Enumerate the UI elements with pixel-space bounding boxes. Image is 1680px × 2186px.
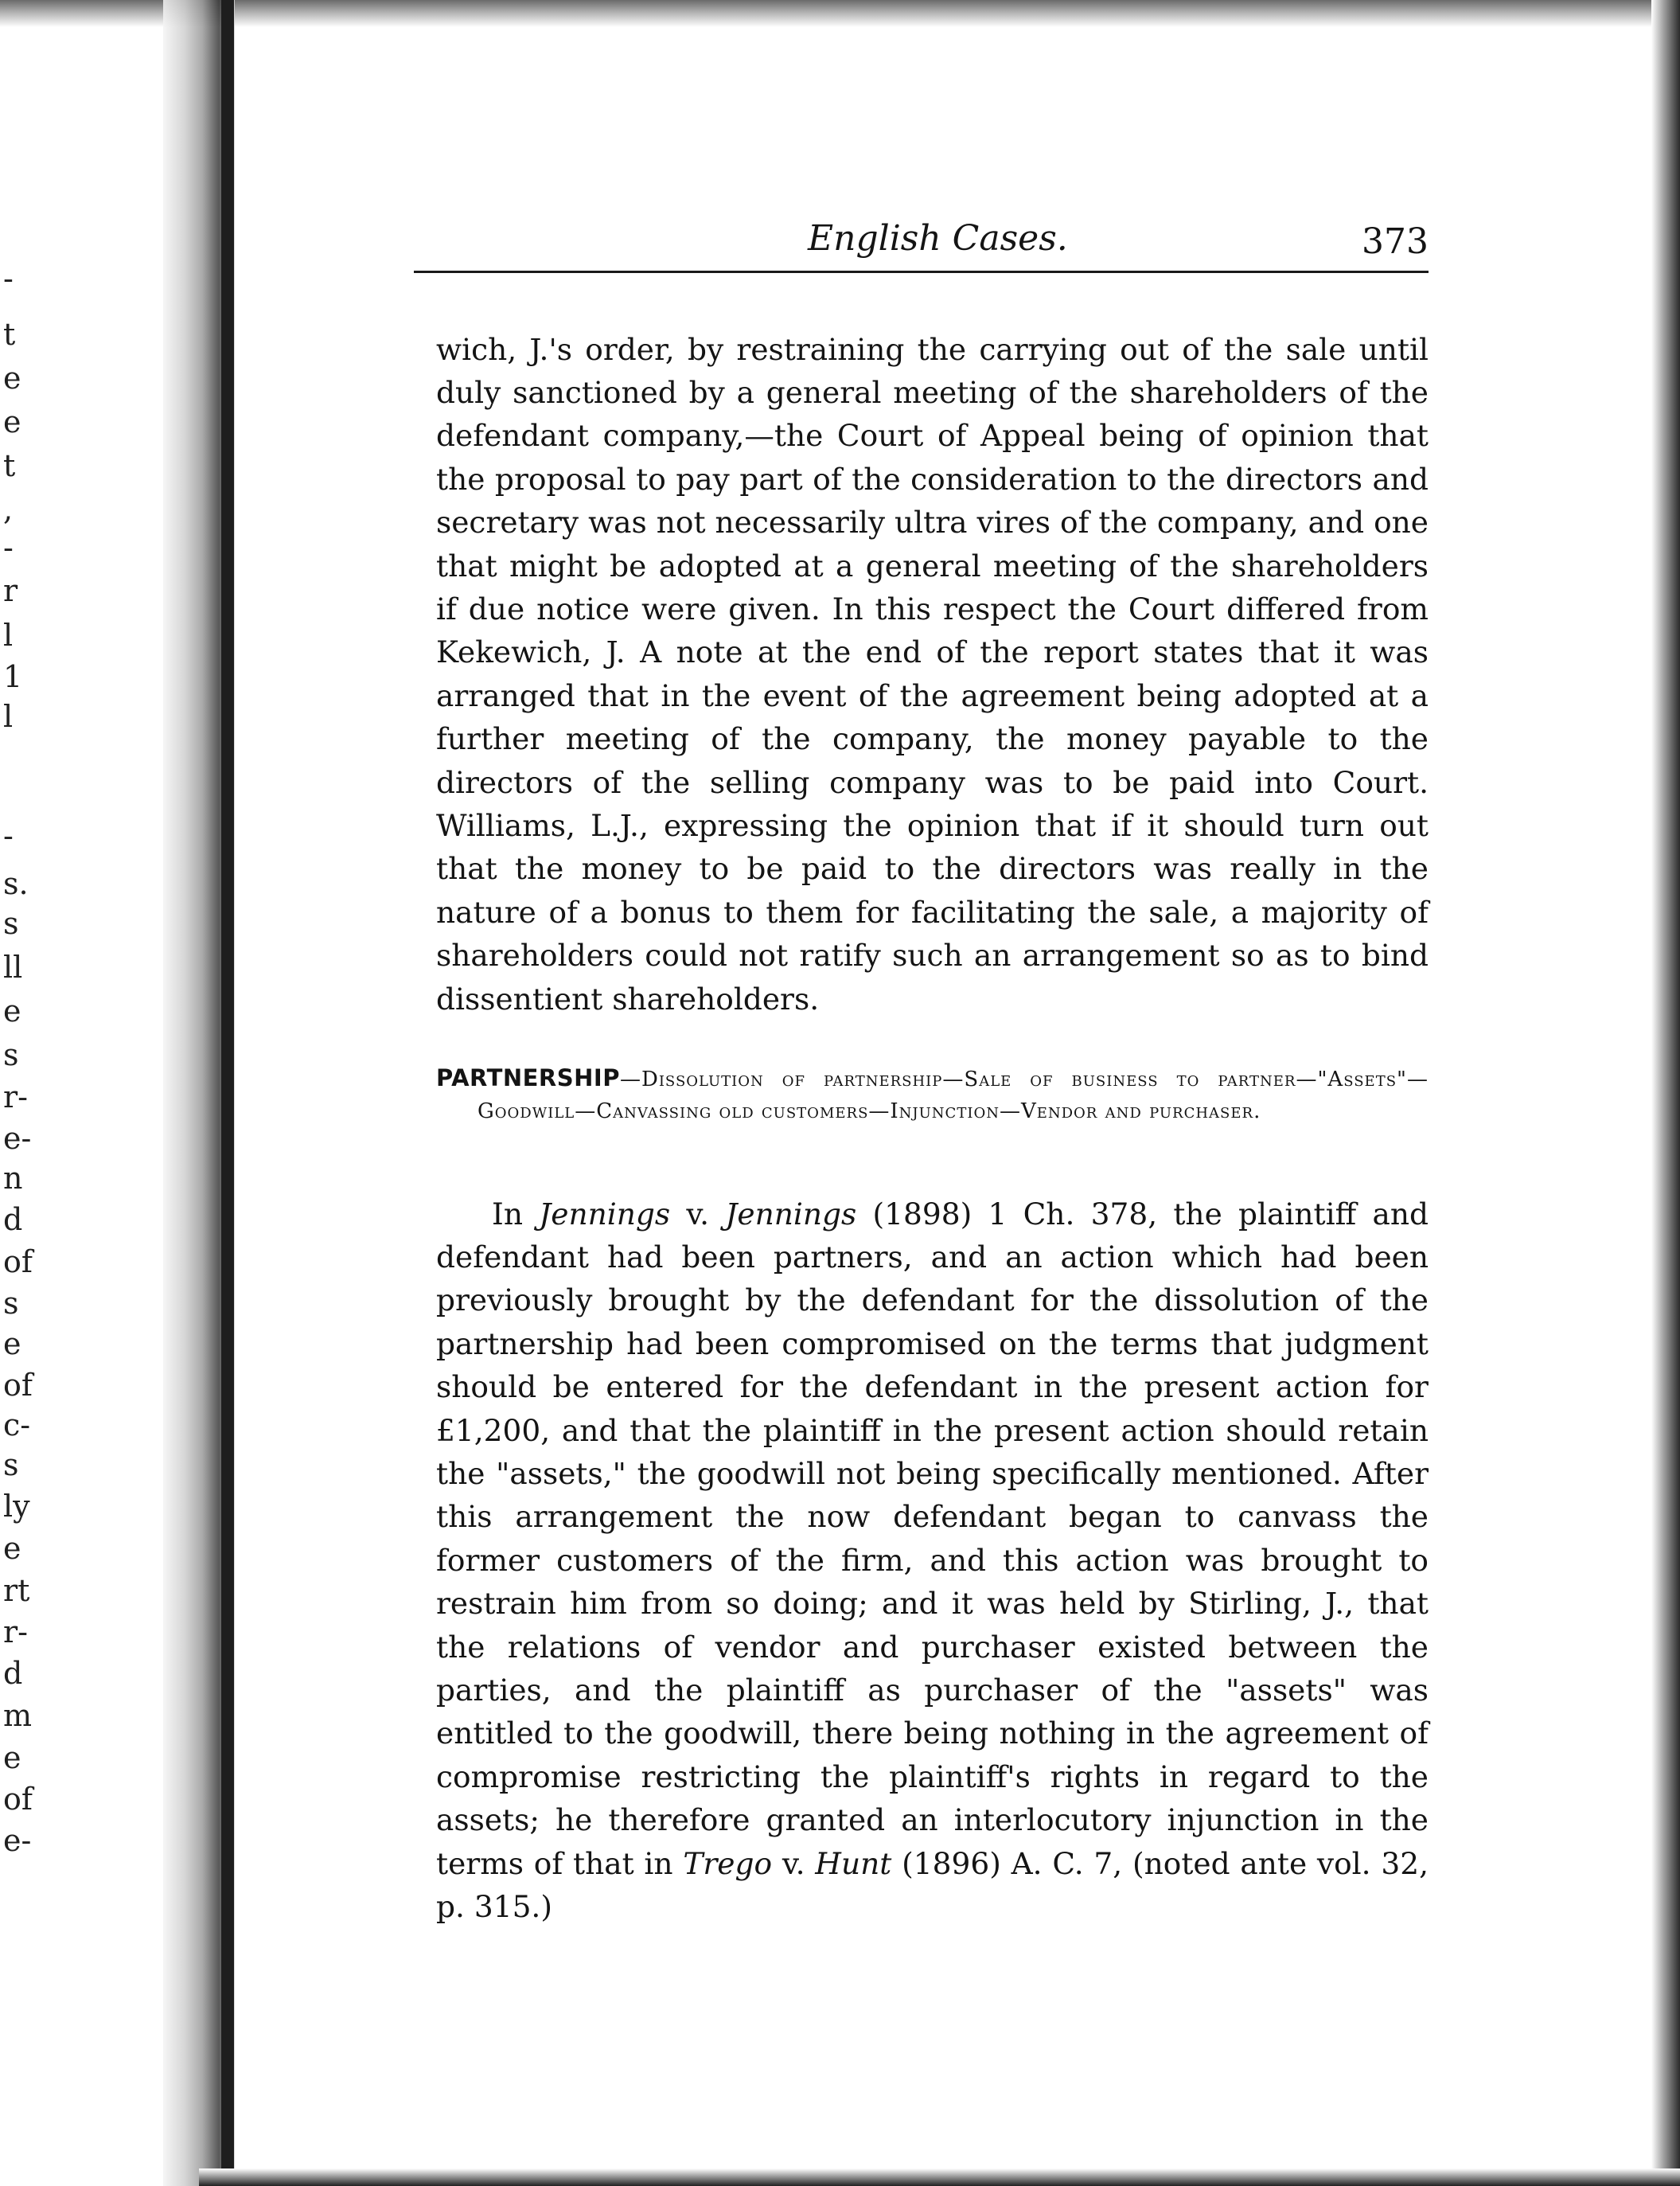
facing-page-fragment: e- — [3, 1121, 32, 1156]
scan-bottom-edge — [199, 2168, 1680, 2186]
book-gutter-edge — [221, 0, 234, 2186]
facing-page-fragment: c- — [3, 1407, 31, 1442]
section-subtitle: —Dissolution of partnership—Sale of business to partner—"Assets"—Goodwill—Canvassing old customers—Injunction—Vendor and purchaser. — [477, 1068, 1429, 1123]
paragraph-citation: (1896) A. C. 7, (noted ante vol. 32, p. 315.) — [436, 1845, 1429, 1924]
facing-page-fragment: m — [3, 1698, 33, 1733]
page-number: 373 — [1362, 221, 1429, 262]
cited-case-party-a: Trego — [683, 1845, 773, 1881]
facing-page-fragment: - — [3, 261, 14, 296]
facing-page-fragment: - — [3, 530, 14, 565]
running-title: English Cases. — [808, 218, 1068, 259]
scan-top-edge — [0, 0, 1680, 27]
facing-page-fragment: e — [3, 1740, 21, 1775]
case-name-party-a: Jennings — [539, 1196, 671, 1232]
facing-page-fragment: s. — [3, 866, 29, 901]
facing-page-fragment: d — [3, 1202, 23, 1237]
header-rule — [414, 271, 1429, 273]
case-name-party-b: Jennings — [725, 1196, 857, 1232]
facing-page-fragment: s — [3, 1447, 19, 1482]
facing-page-fragment: of — [3, 1244, 33, 1279]
facing-page-fragment: of — [3, 1368, 33, 1403]
facing-page-fragment: s — [3, 1037, 19, 1072]
section-heading — [436, 1062, 1429, 1127]
facing-page-fragment: n — [3, 1161, 23, 1196]
section-title: PARTNERSHIP — [436, 1064, 620, 1091]
facing-page-fragment: l — [3, 618, 14, 653]
facing-page-fragment: of — [3, 1782, 33, 1817]
facing-page-fragment: ll — [3, 950, 23, 985]
facing-page-fragment: r- — [3, 1614, 29, 1649]
facing-page-fragment: 1 — [3, 659, 23, 694]
cited-case-party-b: Hunt — [815, 1845, 892, 1881]
facing-page-fragment: e — [3, 993, 21, 1029]
facing-page-fragment: , — [3, 492, 14, 527]
facing-page-fragment: ly — [3, 1489, 30, 1524]
running-head — [414, 215, 1429, 279]
paragraph-body: (1898) 1 Ch. 378, the plaintiff and defendant had been partners, and an action which had been previously brought by the defendant for the dissolution of the partnership had been compromised on the terms that judgment should be entered for the defendant in the present action for £1,200, and that the plaintiff in the present action should retain the "assets," the goodwill not being specifically mentioned. After this arrangement the now defendant began to canvass the former customers of the firm, and this action was brought to restrain him from so doing; and it was held by Stirling, J., that the relations of vendor and purchaser existed between the parties, and the plaintiff as purchaser of the "assets" was entitled to the goodwill, there being nothing in the agreement of compromise restricting the plaintiff's rights in regard to the assets; he therefore granted an interlocutory injunction in the terms of that in — [436, 1196, 1429, 1881]
section-heading-block — [436, 1062, 1429, 1127]
facing-page-fragment: d — [3, 1656, 23, 1691]
case-versus: v. — [670, 1196, 726, 1232]
facing-page-fragment: - — [3, 818, 14, 853]
facing-page-fragment: r — [3, 573, 18, 608]
facing-page-fragment: e — [3, 1326, 21, 1361]
facing-page-fragment: e — [3, 1531, 21, 1566]
facing-page-fragment: e- — [3, 1823, 32, 1858]
facing-page-fragment: l — [3, 699, 14, 734]
facing-page-fragment: r- — [3, 1079, 29, 1114]
facing-page-fragment: s — [3, 1286, 19, 1321]
page-right-edge — [1651, 0, 1680, 2186]
facing-page-fragment: t — [3, 448, 16, 483]
paragraph-prefix: In — [492, 1196, 540, 1232]
facing-page-fragment: e — [3, 404, 21, 439]
cited-case-versus: v. — [772, 1845, 816, 1881]
facing-page-margin — [0, 0, 159, 2186]
paragraph-continued: wich, J.'s order, by restraining the carrying out of the sale until duly sanctioned by a general meeting of the shareholders of the defendant company,—the Court of Appeal being of opinion that the proposal to pay part of the consideration to the directors and secretary was not necessarily ultra vires of the company, and one that might be adopted at a general meeting of the shareholders if due notice were given. In this respect the Court differed from Kekewich, J. A note at the end of the report states that it was arranged that in the event of the agreement being adopted at a further meeting of the company, the money payable to the directors of the selling company was to be paid into Court. Williams, L.J., expressing the opinion that if it should turn out that the money to be paid to the directors was really in the nature of a bonus to them for facilitating the sale, a majority of shareholders could not ratify such an arrangement so as to bind dissentient shareholders. — [436, 331, 1429, 1017]
facing-page-fragment: rt — [3, 1573, 30, 1608]
facing-page-fragment: e — [3, 361, 21, 396]
facing-page-fragment: t — [3, 317, 16, 352]
paragraph-case-note — [436, 1193, 1429, 1929]
facing-page-fragment: s — [3, 906, 19, 941]
